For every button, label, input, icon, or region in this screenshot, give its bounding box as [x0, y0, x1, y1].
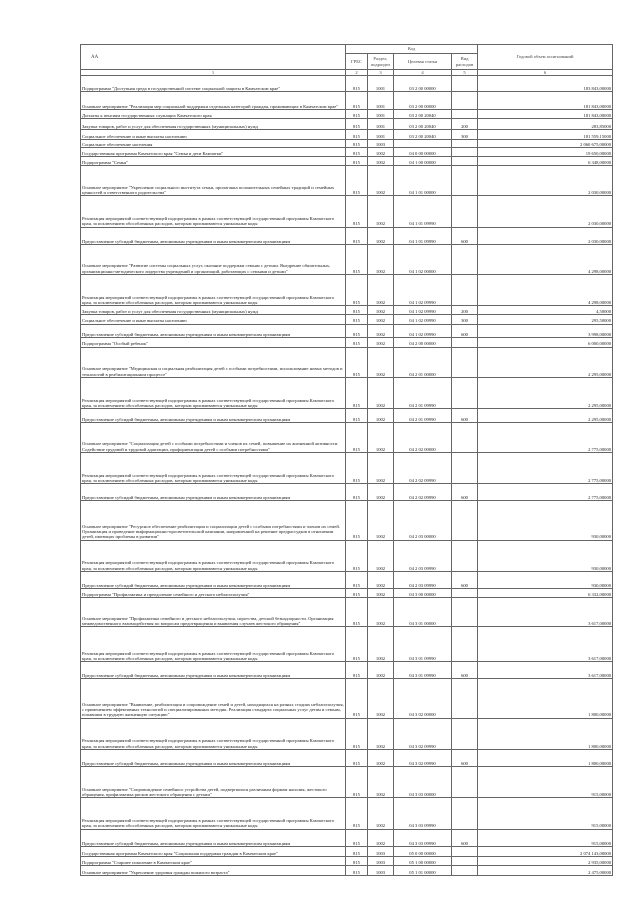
row-grbs: 815 [346, 589, 368, 598]
row-amount: 6 000,00000 [478, 338, 613, 347]
budget-table [80, 44, 613, 876]
row-target [394, 139, 452, 147]
row-target: 04 3 01 09990 [394, 661, 452, 678]
row-section: 1002 [368, 484, 394, 501]
row-amount: 4 298,00000 [478, 244, 613, 274]
row-grbs: 815 [346, 109, 368, 118]
row-amount: 4 298,00000 [478, 274, 613, 305]
row-amount: 181 559,15000 [478, 130, 613, 139]
row-name: Государственная программа Камчатского края "Социальная поддержка граждан в Камчатском крае" [81, 846, 346, 856]
table-row [81, 408, 613, 422]
table-row [81, 540, 613, 571]
row-target: 04 2 01 09990 [394, 408, 452, 422]
row-target: 05 1 01 00000 [394, 866, 452, 876]
row-target: 03 2 00 20040 [394, 130, 452, 139]
row-section: 1002 [368, 324, 394, 338]
row-amount: 181 843,00000 [478, 109, 613, 118]
row-type [452, 139, 478, 147]
row-grbs: 815 [346, 147, 368, 156]
table-row [81, 244, 613, 274]
row-amount: 930,00000 [478, 571, 613, 588]
left-column-label: АА [91, 55, 99, 60]
header-num-1: 1 [81, 70, 346, 76]
row-name: Реализация мероприятий соответствующей подпрограммы в рамках соответствующей государственной программы Камчатского края, за исключением обособленных расходов, которым присваиваются уникальные коды [81, 718, 346, 749]
row-section: 1002 [368, 627, 394, 662]
row-type [452, 540, 478, 571]
row-grbs: 815 [346, 501, 368, 540]
table-row [81, 829, 613, 846]
row-name: Предоставление субсидий бюджетным, автономным учреждениям и иным некоммерческим организациям [81, 571, 346, 588]
row-name: Основное мероприятие "Социализация детей с особыми потребностями и членов их семей, повышение их жизненной активности. Содействие трудовой и трудовой адаптации, профориентации детей с особыми потребностями" [81, 422, 346, 452]
row-name: Предоставление субсидий бюджетным, автономным учреждениям и иным некоммерческим организациям [81, 829, 346, 846]
header-num-6: 6 [478, 70, 613, 76]
row-target: 04 3 00 00000 [394, 589, 452, 598]
row-name: Основное мероприятие "Ресурсное обеспечение реабилитации и социализации детей с особыми потребностями и членов их семей. Организация и проведение информационно-просветительской кампании, направленной на решение предрассудков в отношении детей, имеющих проблемы в развитии" [81, 501, 346, 540]
row-type: 600 [452, 571, 478, 588]
row-amount: 2 060 675,00000 [478, 139, 613, 147]
row-amount: 2 030,00000 [478, 227, 613, 244]
row-target: 04 2 01 09990 [394, 377, 452, 408]
row-amount: 181 843,00000 [478, 92, 613, 109]
table-row [81, 598, 613, 627]
row-amount: 2 935,00000 [478, 857, 613, 866]
row-target: 05 1 00 00000 [394, 857, 452, 866]
row-type: 600 [452, 749, 478, 766]
row-type [452, 679, 478, 718]
row-type: 600 [452, 661, 478, 678]
row-name: Основное мероприятие "Укрепление здоровья граждан пожилого возраста" [81, 866, 346, 876]
row-grbs: 815 [346, 484, 368, 501]
row-type: 600 [452, 484, 478, 501]
row-type [452, 598, 478, 627]
row-type [452, 767, 478, 798]
row-amount: 283,85000 [478, 118, 613, 130]
row-amount: 295,50000 [478, 315, 613, 324]
table-row [81, 227, 613, 244]
row-grbs: 815 [346, 377, 368, 408]
row-target: 04 1 01 00000 [394, 166, 452, 196]
row-target: 04 3 03 00000 [394, 767, 452, 798]
row-target: 04 2 00 00000 [394, 338, 452, 347]
row-type [452, 274, 478, 305]
row-grbs: 815 [346, 718, 368, 749]
row-section: 1002 [368, 501, 394, 540]
row-grbs: 815 [346, 315, 368, 324]
row-grbs: 815 [346, 540, 368, 571]
row-type [452, 196, 478, 227]
table-row [81, 130, 613, 139]
row-target: 03 2 00 20040 [394, 118, 452, 130]
row-section: 1002 [368, 377, 394, 408]
row-amount: 1 800,00000 [478, 718, 613, 749]
table-row [81, 627, 613, 662]
row-amount: 2 074 143,00000 [478, 846, 613, 856]
row-name: Реализация мероприятий соответствующей подпрограммы в рамках соответствующей государственной программы Камчатского края, за исключением обособленных расходов, которым присваиваются уникальные коды [81, 540, 346, 571]
row-name: Основное мероприятие "Сопровождение семейного устройства детей, подвергшихся различным формам насилия, жестокого обращения, профилактика рисков жестокого обращения с детьми" [81, 767, 346, 798]
row-type [452, 452, 478, 483]
table-row [81, 749, 613, 766]
row-grbs: 815 [346, 571, 368, 588]
row-grbs: 815 [346, 166, 368, 196]
row-section: 1001 [368, 130, 394, 139]
row-name: Подпрограмма "Старшее поколение в Камчатском крае" [81, 857, 346, 866]
row-type: 300 [452, 315, 478, 324]
table-row [81, 166, 613, 196]
table-row [81, 324, 613, 338]
row-section: 1002 [368, 306, 394, 315]
row-type [452, 157, 478, 166]
row-grbs: 815 [346, 157, 368, 166]
row-grbs: 815 [346, 452, 368, 483]
row-section: 1002 [368, 718, 394, 749]
row-grbs: 815 [346, 196, 368, 227]
row-type: 600 [452, 408, 478, 422]
row-grbs: 815 [346, 139, 368, 147]
row-grbs: 815 [346, 679, 368, 718]
row-target: 04 2 02 09990 [394, 452, 452, 483]
header-code: Код [346, 45, 478, 54]
table-row [81, 315, 613, 324]
row-grbs: 815 [346, 274, 368, 305]
row-section: 1002 [368, 315, 394, 324]
header-num-4: 4 [394, 70, 452, 76]
row-amount: 1 800,00000 [478, 749, 613, 766]
row-section: 1001 [368, 118, 394, 130]
table-row [81, 846, 613, 856]
row-name: Предоставление субсидий бюджетным, автономным учреждениям и иным некоммерческим организациям [81, 227, 346, 244]
row-type [452, 377, 478, 408]
row-grbs: 815 [346, 829, 368, 846]
table-body [81, 76, 613, 876]
table-row [81, 347, 613, 377]
table-row [81, 767, 613, 798]
row-target: 04 1 02 00000 [394, 244, 452, 274]
row-amount: 915,00000 [478, 767, 613, 798]
header-num-5: 5 [452, 70, 478, 76]
row-grbs: 815 [346, 76, 368, 92]
row-target: 04 3 01 09990 [394, 627, 452, 662]
row-target: 04 1 01 09990 [394, 227, 452, 244]
row-type [452, 244, 478, 274]
table-row [81, 196, 613, 227]
row-section: 1002 [368, 598, 394, 627]
row-section: 1002 [368, 767, 394, 798]
row-section: 1001 [368, 92, 394, 109]
row-target: 03 2 00 00000 [394, 92, 452, 109]
row-section: 1001 [368, 109, 394, 118]
row-section: 1002 [368, 147, 394, 156]
row-name: Основное мероприятие "Реализация мер социальной поддержки отдельных категорий граждан, проживающих в Камчатском крае" [81, 92, 346, 109]
row-grbs: 815 [346, 798, 368, 829]
header-num-2: 2 [346, 70, 368, 76]
row-amount: 183 843,00000 [478, 76, 613, 92]
row-name: Закупка товаров, работ и услуг для обеспечения государственных (муниципальных) нужд [81, 306, 346, 315]
row-target: 04 3 02 00000 [394, 679, 452, 718]
table-row [81, 501, 613, 540]
row-section: 1003 [368, 139, 394, 147]
row-grbs: 815 [346, 338, 368, 347]
table-row [81, 857, 613, 866]
row-target: 04 2 03 00000 [394, 501, 452, 540]
row-amount: 2 295,00000 [478, 408, 613, 422]
row-section: 1002 [368, 422, 394, 452]
row-name: Основное мероприятие "Профилактика семейного и детского неблагополучия, сиротства, детской безнадзорности. Организация межведомственного взаимодействия по вопросам предотвращения и выявления случаев жестокого обращения" [81, 598, 346, 627]
row-type [452, 857, 478, 866]
row-type: 200 [452, 118, 478, 130]
header-type: Вид расходов [452, 54, 478, 70]
row-section: 1002 [368, 166, 394, 196]
row-name: Социальное обеспечение населения [81, 139, 346, 147]
row-grbs: 815 [346, 866, 368, 876]
row-name: Предоставление субсидий бюджетным, автономным учреждениям и иным некоммерческим организациям [81, 324, 346, 338]
row-type: 600 [452, 227, 478, 244]
row-name: Реализация мероприятий соответствующей подпрограммы в рамках соответствующей государственной программы Камчатского края, за исключением обособленных расходов, которым присваиваются уникальные коды [81, 377, 346, 408]
row-grbs: 815 [346, 767, 368, 798]
row-section: 1002 [368, 829, 394, 846]
row-grbs: 815 [346, 347, 368, 377]
row-type: 600 [452, 324, 478, 338]
row-type [452, 347, 478, 377]
row-name: Реализация мероприятий соответствующей подпрограммы в рамках соответствующей государственной программы Камчатского края, за исключением обособленных расходов, которым присваиваются уникальные коды [81, 627, 346, 662]
row-name: Социальное обеспечение и иные выплаты населению [81, 130, 346, 139]
row-amount: 915,00000 [478, 798, 613, 829]
header-target: Целевая статья [394, 54, 452, 70]
row-target: 04 1 02 09990 [394, 315, 452, 324]
row-amount: 3 998,00000 [478, 324, 613, 338]
row-section: 1003 [368, 846, 394, 856]
row-type [452, 846, 478, 856]
table-row [81, 589, 613, 598]
row-grbs: 815 [346, 324, 368, 338]
table-row [81, 147, 613, 156]
row-target: 04 0 00 00000 [394, 147, 452, 156]
table-row [81, 109, 613, 118]
table-row [81, 118, 613, 130]
row-type [452, 92, 478, 109]
row-name: Предоставление субсидий бюджетным, автономным учреждениям и иным некоммерческим организациям [81, 749, 346, 766]
row-name: Доплаты к пенсиям государственных служащих Камчатского края [81, 109, 346, 118]
row-amount: 2 030,00000 [478, 166, 613, 196]
table-row [81, 157, 613, 166]
row-name: Подпрограмма "Особый ребенок" [81, 338, 346, 347]
row-amount: 2 775,00000 [478, 484, 613, 501]
row-amount: 2 475,00000 [478, 866, 613, 876]
row-grbs: 815 [346, 306, 368, 315]
row-target: 04 1 01 09990 [394, 196, 452, 227]
row-name: Основное мероприятие "Выявление, реабилитация и сопровождение семей и детей, находящихся на разных стадиях неблагополучия, с применением эффективных технологий и специализированных методик. Реализация стандарта социальных услуг детям и семьям, попавшим в трудную жизненную ситуацию" [81, 679, 346, 718]
row-section: 1002 [368, 798, 394, 829]
row-grbs: 815 [346, 408, 368, 422]
row-amount: 2 775,00000 [478, 452, 613, 483]
row-type: 300 [452, 130, 478, 139]
row-name: Государственная программа Камчатского края "Семья и дети Камчатки" [81, 147, 346, 156]
row-type [452, 718, 478, 749]
row-section: 1002 [368, 408, 394, 422]
header-num-3: 3 [368, 70, 394, 76]
row-target: 04 1 00 00000 [394, 157, 452, 166]
row-target: 04 1 02 09990 [394, 274, 452, 305]
row-amount: 2 775,00000 [478, 422, 613, 452]
row-type [452, 798, 478, 829]
row-target: 04 1 02 09990 [394, 324, 452, 338]
table-row [81, 679, 613, 718]
row-section: 1002 [368, 157, 394, 166]
row-amount: 2 295,00000 [478, 347, 613, 377]
row-name: Предоставление субсидий бюджетным, автономным учреждениям и иным некоммерческим организациям [81, 661, 346, 678]
row-name: Основное мероприятие "Укрепление социального института семьи, пропаганка положительных семейных традиций и семейных ценностей и ответственного родительства" [81, 166, 346, 196]
table-row [81, 422, 613, 452]
row-target: 04 3 03 09990 [394, 829, 452, 846]
table-row [81, 306, 613, 315]
table-row [81, 92, 613, 109]
row-amount: 19 650,00000 [478, 147, 613, 156]
row-amount: 2 030,00000 [478, 196, 613, 227]
row-section: 1002 [368, 679, 394, 718]
row-amount: 6 348,00000 [478, 157, 613, 166]
row-grbs: 815 [346, 227, 368, 244]
table-row [81, 571, 613, 588]
row-name: Реализация мероприятий соответствующей подпрограммы в рамках соответствующей государственной программы Камчатского края, за исключением обособленных расходов, которым присваиваются уникальные коды [81, 452, 346, 483]
row-name: Основное мероприятие "Медицинская и социальная реабилитация детей с особыми потребностями, использование новых методов и технологий в реабилитационном процессе" [81, 347, 346, 377]
row-name: Основное мероприятие "Развитие системы социальных услуг, оказание поддержки семьям с детьми. Внедрение обязательных, организационно-методического лидерства учреждений и организаций, работающих с семьями и детьми" [81, 244, 346, 274]
row-target: 03 2 00 00000 [394, 76, 452, 92]
row-amount: 4,50000 [478, 306, 613, 315]
table-row [81, 377, 613, 408]
row-name: Закупка товаров, работ и услуг для обеспечения государственных (муниципальных) нужд [81, 118, 346, 130]
row-section: 1002 [368, 347, 394, 377]
row-section: 1001 [368, 76, 394, 92]
row-section: 1003 [368, 857, 394, 866]
row-grbs: 815 [346, 598, 368, 627]
row-amount: 2 295,00000 [478, 377, 613, 408]
row-target: 04 3 01 00000 [394, 598, 452, 627]
row-amount: 1 800,00000 [478, 679, 613, 718]
header-section: Раздел, подраздел [368, 54, 394, 70]
row-target: 04 2 02 00000 [394, 422, 452, 452]
row-target: 04 2 01 00000 [394, 347, 452, 377]
row-amount: 6 332,00000 [478, 589, 613, 598]
row-section: 1002 [368, 749, 394, 766]
row-name: Реализация мероприятий соответствующей подпрограммы в рамках соответствующей государственной программы Камчатского края, за исключением обособленных расходов, которым присваиваются уникальные коды [81, 798, 346, 829]
row-name: Подпрограмма "Профилактика и преодоление семейного и детского неблагополучия" [81, 589, 346, 598]
row-target: 04 3 02 09990 [394, 718, 452, 749]
row-type [452, 501, 478, 540]
row-name: Социальное обеспечение и иные выплаты населению [81, 315, 346, 324]
row-name: Предоставление субсидий бюджетным, автономным учреждениям и иным некоммерческим организациям [81, 484, 346, 501]
row-name: Реализация мероприятий соответствующей подпрограммы в рамках соответствующей государственной программы Камчатского края, за исключением обособленных расходов, которым присваиваются уникальные коды [81, 274, 346, 305]
row-amount: 3 617,00000 [478, 598, 613, 627]
row-amount: 3 617,00000 [478, 661, 613, 678]
row-section: 1002 [368, 661, 394, 678]
table-row [81, 661, 613, 678]
row-target: 04 1 02 09990 [394, 306, 452, 315]
header-grbs: ГРБС [346, 54, 368, 70]
row-section: 1002 [368, 452, 394, 483]
row-target: 05 0 00 00000 [394, 846, 452, 856]
table-row [81, 798, 613, 829]
row-section: 1002 [368, 244, 394, 274]
row-grbs: 815 [346, 627, 368, 662]
row-grbs: 815 [346, 244, 368, 274]
row-grbs: 815 [346, 422, 368, 452]
row-type: 200 [452, 306, 478, 315]
row-target: 04 2 02 09990 [394, 484, 452, 501]
row-grbs: 815 [346, 857, 368, 866]
row-section: 1003 [368, 866, 394, 876]
row-type [452, 147, 478, 156]
row-section: 1002 [368, 540, 394, 571]
table-row [81, 76, 613, 92]
row-section: 1002 [368, 571, 394, 588]
row-type [452, 166, 478, 196]
row-name: Реализация мероприятий соответствующей подпрограммы в рамках соответствующей государственной программы Камчатского края, за исключением обособленных расходов, которым присваиваются уникальные коды [81, 196, 346, 227]
row-target: 04 3 02 09990 [394, 749, 452, 766]
row-grbs: 815 [346, 92, 368, 109]
row-type [452, 627, 478, 662]
header-amount: Годовой объем ассигнований [478, 45, 613, 70]
table-row [81, 338, 613, 347]
row-name: Подпрограмма "Семья" [81, 157, 346, 166]
row-name: Предоставление субсидий бюджетным, автономным учреждениям и иным некоммерческим организациям [81, 408, 346, 422]
table-row [81, 484, 613, 501]
table-row [81, 274, 613, 305]
row-target: 04 2 03 09990 [394, 540, 452, 571]
row-target: 04 3 03 09990 [394, 798, 452, 829]
row-section: 1002 [368, 589, 394, 598]
row-type [452, 589, 478, 598]
row-target: 03 2 00 20040 [394, 109, 452, 118]
header-name-cell [81, 45, 346, 70]
row-amount: 930,00000 [478, 540, 613, 571]
row-amount: 3 617,00000 [478, 627, 613, 662]
row-grbs: 815 [346, 846, 368, 856]
row-section: 1002 [368, 274, 394, 305]
row-grbs: 815 [346, 749, 368, 766]
row-section: 1002 [368, 227, 394, 244]
row-amount: 930,00000 [478, 501, 613, 540]
table-row [81, 718, 613, 749]
row-type [452, 109, 478, 118]
row-name: Подпрограмма "Доступная среда в государственной системе социальной защиты в Камчатском крае" [81, 76, 346, 92]
row-type: 600 [452, 829, 478, 846]
row-type [452, 422, 478, 452]
row-type [452, 866, 478, 876]
row-amount: 915,00000 [478, 829, 613, 846]
row-grbs: 815 [346, 130, 368, 139]
row-type [452, 76, 478, 92]
row-type [452, 338, 478, 347]
table-row [81, 866, 613, 876]
table-row [81, 452, 613, 483]
row-grbs: 815 [346, 118, 368, 130]
table-header [81, 45, 613, 76]
row-section: 1002 [368, 196, 394, 227]
table-row [81, 139, 613, 147]
row-target: 04 2 03 09990 [394, 571, 452, 588]
row-grbs: 815 [346, 661, 368, 678]
row-section: 1002 [368, 338, 394, 347]
